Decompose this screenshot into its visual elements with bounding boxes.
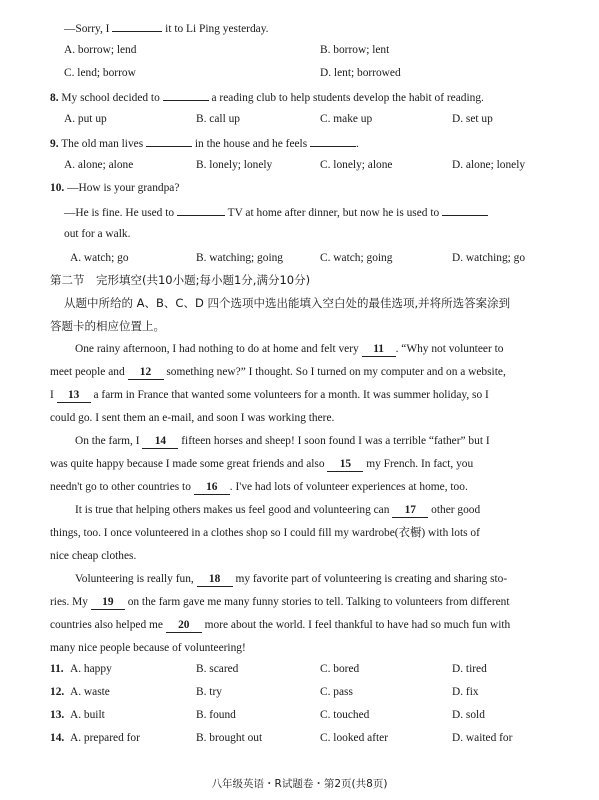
passage-p1-line1 bbox=[75, 342, 503, 357]
passage-p4-line3 bbox=[50, 618, 510, 633]
q7-stem bbox=[64, 20, 269, 36]
q10-stem-a: —How is your grandpa? bbox=[67, 182, 180, 194]
q10-number: 10. bbox=[50, 182, 65, 194]
passage-text: on the farm gave me many funny stories to tell. Talking to volunteers from different bbox=[127, 596, 510, 608]
passage-p2-line2 bbox=[50, 457, 473, 472]
passage-p1-line2 bbox=[50, 365, 506, 380]
q12-option-b[interactable]: B. try bbox=[196, 686, 222, 698]
passage-text: countries also helped me bbox=[50, 619, 163, 631]
passage-text: was quite happy because I made some great friends and also bbox=[50, 458, 325, 470]
passage-text: my favorite part of volunteering is creating and sharing sto- bbox=[235, 573, 508, 585]
q11-option-c[interactable]: C. bored bbox=[320, 663, 360, 675]
passage-text: . I've had lots of volunteer experiences at home, too. bbox=[229, 481, 468, 493]
blank-11[interactable]: 11 bbox=[362, 343, 396, 357]
passage-text: On the farm, I bbox=[75, 435, 140, 447]
passage-p3-line1 bbox=[75, 503, 480, 518]
q8-stem bbox=[50, 89, 484, 105]
blank-19[interactable]: 19 bbox=[91, 596, 125, 610]
passage-text: other good bbox=[431, 504, 481, 516]
passage-text: my French. In fact, you bbox=[366, 458, 474, 470]
passage-p4-line1 bbox=[75, 572, 507, 587]
blank-20[interactable]: 20 bbox=[166, 619, 202, 633]
q13-option-b[interactable]: B. found bbox=[196, 709, 236, 721]
q13-option-a[interactable]: A. built bbox=[70, 709, 105, 721]
passage-p3-line2: things, too. I once volunteered in a clothes shop so I could fill my wardrobe(衣橱) with lots of bbox=[50, 527, 480, 539]
q8-option-c[interactable]: C. make up bbox=[320, 113, 373, 125]
passage-text: something new?” I thought. So I turned on my computer and on a website, bbox=[166, 366, 506, 378]
q10-blank-1[interactable] bbox=[177, 204, 225, 216]
q10-option-a[interactable]: A. watch; go bbox=[70, 252, 129, 264]
passage-p4-line4: many nice people because of volunteering! bbox=[50, 642, 246, 654]
q10-line2-a: —He is fine. He used to bbox=[64, 207, 175, 219]
q12-option-d[interactable]: D. fix bbox=[452, 686, 479, 698]
passage-text: ries. My bbox=[50, 596, 88, 608]
q10-option-b[interactable]: B. watching; going bbox=[196, 252, 284, 264]
passage-text: I bbox=[50, 389, 54, 401]
q7-stem-a: —Sorry, I bbox=[64, 23, 110, 35]
q8-blank[interactable] bbox=[163, 89, 209, 101]
q9-option-a[interactable]: A. alone; alone bbox=[64, 159, 134, 171]
q7-blank[interactable] bbox=[112, 20, 162, 32]
passage-p1-line3 bbox=[50, 388, 489, 403]
q14-option-b[interactable]: B. brought out bbox=[196, 732, 263, 744]
q9-number: 9. bbox=[50, 138, 59, 150]
passage-p2-line3 bbox=[50, 480, 468, 495]
q9-blank-2[interactable] bbox=[310, 135, 356, 147]
passage-text: meet people and bbox=[50, 366, 125, 378]
q9-option-c[interactable]: C. lonely; alone bbox=[320, 159, 393, 171]
q7-stem-b: it to Li Ping yesterday. bbox=[165, 23, 269, 35]
section2-instruction-1: 从题中所给的 A、B、C、D 四个选项中选出能填入空白处的最佳选项,并将所选答案涂到 bbox=[64, 296, 511, 310]
q10-line2 bbox=[64, 204, 488, 220]
q11-number: 11. bbox=[50, 663, 64, 675]
q10-option-c[interactable]: C. watch; going bbox=[320, 252, 393, 264]
q8-number: 8. bbox=[50, 92, 59, 104]
q14-option-c[interactable]: C. looked after bbox=[320, 732, 389, 744]
blank-13[interactable]: 13 bbox=[57, 389, 91, 403]
passage-p2-line1 bbox=[75, 434, 490, 449]
section2-instruction-2: 答题卡的相应位置上。 bbox=[50, 319, 165, 333]
passage-text: needn't go to other countries to bbox=[50, 481, 191, 493]
q11-option-a[interactable]: A. happy bbox=[70, 663, 112, 675]
q10-option-d[interactable]: D. watching; go bbox=[452, 252, 526, 264]
q10-blank-2[interactable] bbox=[442, 204, 488, 216]
passage-text: fifteen horses and sheep! I soon found I was a terrible “father” but I bbox=[181, 435, 490, 447]
q12-number: 12. bbox=[50, 686, 65, 698]
passage-p3-line3: nice cheap clothes. bbox=[50, 550, 137, 562]
passage-text: . “Why not volunteer to bbox=[395, 343, 504, 355]
blank-14[interactable]: 14 bbox=[142, 435, 178, 449]
q13-option-d[interactable]: D. sold bbox=[452, 709, 485, 721]
blank-18[interactable]: 18 bbox=[197, 573, 233, 587]
passage-text: a farm in France that wanted some volunteers for a month. It was summer holiday, so I bbox=[93, 389, 489, 401]
q7-option-c[interactable]: C. lend; borrow bbox=[64, 67, 136, 79]
q10-stem bbox=[50, 181, 179, 195]
q14-number: 14. bbox=[50, 732, 65, 744]
blank-15[interactable]: 15 bbox=[327, 458, 363, 472]
passage-text: more about the world. I feel thankful to have had so much fun with bbox=[204, 619, 511, 631]
q11-option-d[interactable]: D. tired bbox=[452, 663, 487, 675]
q12-option-a[interactable]: A. waste bbox=[70, 686, 110, 698]
q13-option-c[interactable]: C. touched bbox=[320, 709, 370, 721]
passage-text: It is true that helping others makes us feel good and volunteering can bbox=[75, 504, 390, 516]
q10-line3: out for a walk. bbox=[64, 228, 131, 240]
q12-option-c[interactable]: C. pass bbox=[320, 686, 353, 698]
q9-stem-c: . bbox=[356, 138, 359, 150]
q9-option-b[interactable]: B. lonely; lonely bbox=[196, 159, 273, 171]
q13-number: 13. bbox=[50, 709, 65, 721]
blank-16[interactable]: 16 bbox=[194, 481, 230, 495]
q9-stem-b: in the house and he feels bbox=[194, 138, 308, 150]
q10-line2-b: TV at home after dinner, but now he is used to bbox=[227, 207, 440, 219]
q7-option-a[interactable]: A. borrow; lend bbox=[64, 44, 137, 56]
blank-12[interactable]: 12 bbox=[128, 366, 164, 380]
q9-stem-a: The old man lives bbox=[61, 138, 144, 150]
q8-option-d[interactable]: D. set up bbox=[452, 113, 493, 125]
q8-stem-b: a reading club to help students develop the habit of reading. bbox=[211, 92, 484, 104]
q8-option-a[interactable]: A. put up bbox=[64, 113, 107, 125]
q9-blank-1[interactable] bbox=[146, 135, 192, 147]
q7-option-d[interactable]: D. lent; borrowed bbox=[320, 67, 401, 79]
q11-option-b[interactable]: B. scared bbox=[196, 663, 239, 675]
page-footer: 八年级英语・R试题卷・第2页(共8页) bbox=[211, 778, 388, 790]
blank-17[interactable]: 17 bbox=[392, 504, 428, 518]
q8-option-b[interactable]: B. call up bbox=[196, 113, 240, 125]
q9-option-d[interactable]: D. alone; lonely bbox=[452, 159, 526, 171]
q8-stem-a: My school decided to bbox=[61, 92, 160, 104]
q14-option-d[interactable]: D. waited for bbox=[452, 732, 513, 744]
passage-text: Volunteering is really fun, bbox=[75, 573, 194, 585]
q7-option-b[interactable]: B. borrow; lent bbox=[320, 44, 390, 56]
section2-title: 第二节 完形填空(共10小题;每小题1分,满分10分) bbox=[50, 273, 311, 287]
passage-text: One rainy afternoon, I had nothing to do at home and felt very bbox=[75, 343, 359, 355]
passage-p1-line4: could go. I sent them an e-mail, and soon I was working there. bbox=[50, 412, 335, 424]
q14-option-a[interactable]: A. prepared for bbox=[70, 732, 140, 744]
q9-stem bbox=[50, 135, 359, 151]
passage-p4-line2 bbox=[50, 595, 510, 610]
